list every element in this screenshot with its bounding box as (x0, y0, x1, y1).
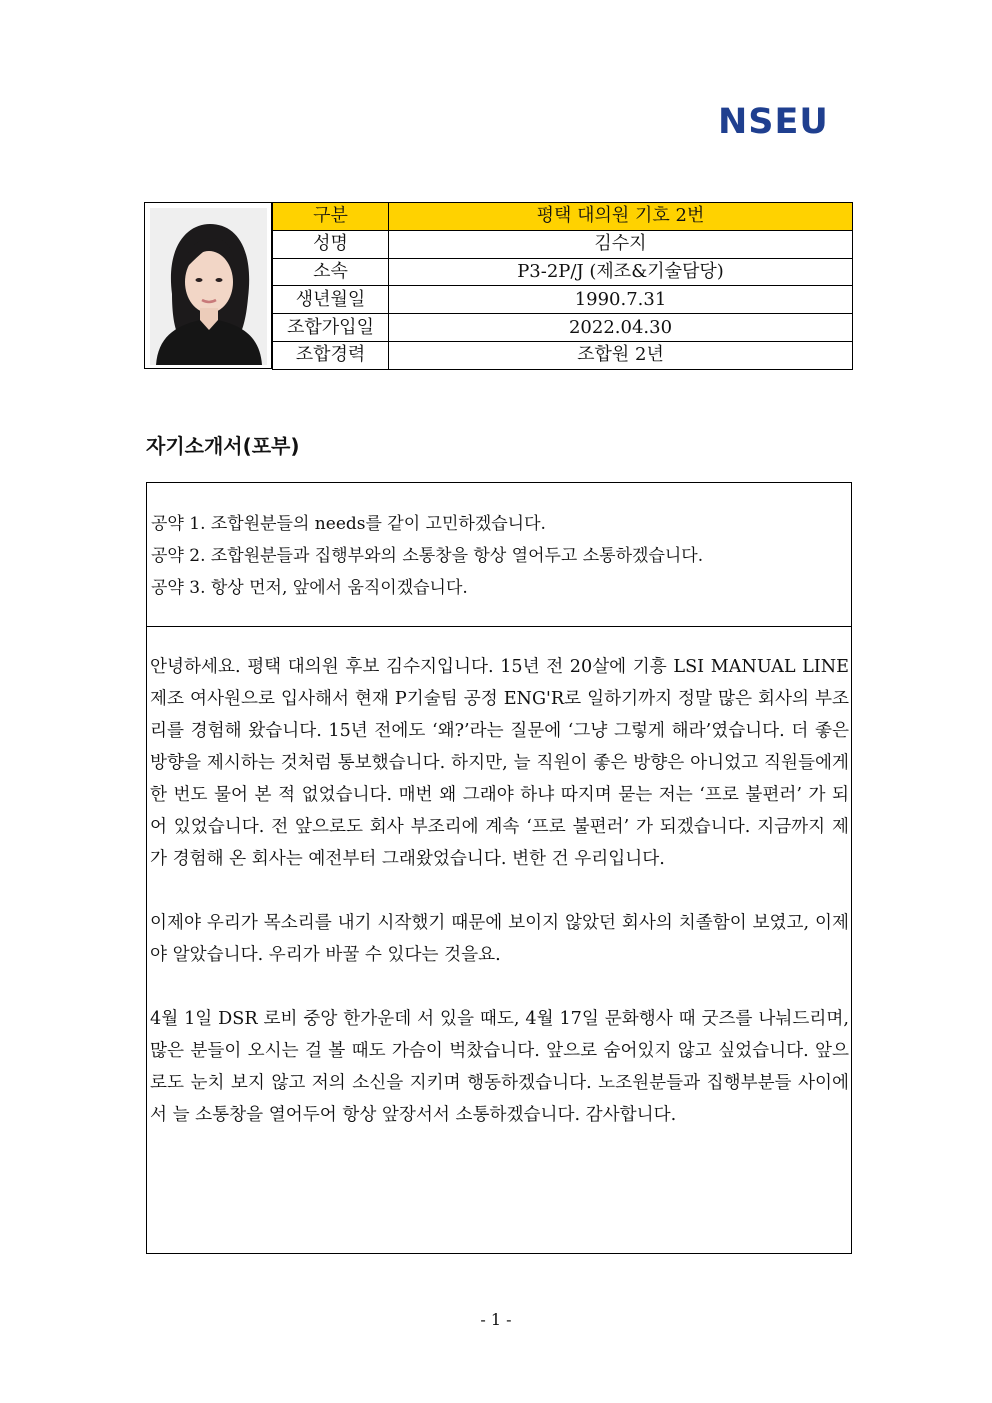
row-value-department: P3-2P/J (제조&기술담당) (389, 258, 853, 286)
row-label-union-career: 조합경력 (273, 341, 389, 369)
essay-body (150, 651, 849, 1131)
photo-frame (144, 202, 272, 369)
table-row (273, 230, 853, 258)
profile-info-table (272, 202, 853, 370)
pledges-box (146, 482, 852, 627)
table-row (273, 314, 853, 342)
essay-box (146, 626, 852, 1254)
table-row (273, 341, 853, 369)
row-value-birthdate: 1990.7.31 (389, 286, 853, 314)
row-label-join-date: 조합가입일 (273, 314, 389, 342)
pledge-3: 공약 3. 항상 먼저, 앞에서 움직이겠습니다. (151, 578, 468, 598)
table-row (273, 286, 853, 314)
row-label-birthdate: 생년월일 (273, 286, 389, 314)
pledge-1: 공약 1. 조합원분들의 needs를 같이 고민하겠습니다. (151, 514, 546, 534)
page-number: - 1 - (480, 1310, 512, 1329)
nseu-logo: NSEU (718, 102, 829, 142)
header-label: 구분 (273, 203, 389, 231)
section-title: 자기소개서(포부) (146, 434, 300, 458)
pledge-2: 공약 2. 조합원분들과 집행부와의 소통창을 항상 열어두고 소통하겠습니다. (151, 546, 704, 566)
essay-paragraph-1: 안녕하세요. 평택 대의원 후보 김수지입니다. 15년 전 20살에 기흥 LSI MANUAL LINE 제조 여사원으로 입사해서 현재 P기술팀 공정 ENG'R로 일하기까지 정말 많은 회사의 부조리를 경험해 왔습니다. 15년 전에도 ‘왜?’라는 질문에 ‘그냥 그렇게 해라’였습니다. 더 좋은 방향을 제시하는 것처럼 통보했습니다. 하지만, 늘 직원이 좋은 방향은 아니었고 직원들에게 한 번도 물어 본 적 없었습니다. 매번 왜 그래야 하냐 따지며 묻는 저는 ‘프로 불편러’ 가 되어 있었습니다. 전 앞으로도 회사 부조리에 계속 ‘프로 불편러’ 가 되겠습니다. 지금까지 제가 경험해 온 회사는 예전부터 그래왔었습니다. 변한 건 우리입니다. (150, 657, 849, 869)
candidate-photo (150, 208, 267, 365)
row-value-join-date: 2022.04.30 (389, 314, 853, 342)
row-label-department: 소속 (273, 258, 389, 286)
row-label-name: 성명 (273, 230, 389, 258)
header-value: 평택 대의원 기호 2번 (389, 203, 853, 231)
essay-paragraph-3: 4월 1일 DSR 로비 중앙 한가운데 서 있을 때도, 4월 17일 문화행사 때 굿즈를 나눠드리며, 많은 분들이 오시는 걸 볼 때도 가슴이 벅찼습니다. 앞으로 숨어있지 않고 싶었습니다. 앞으로도 눈치 보지 않고 저의 소신을 지키며 행동하겠습니다. 노조원분들과 집행부분들 사이에서 늘 소통창을 열어두어 항상 앞장서서 소통하겠습니다. 감사합니다. (150, 1009, 849, 1125)
candidate-profile (144, 202, 853, 369)
portrait-image (150, 208, 267, 365)
table-header-row (273, 203, 853, 231)
table-row (273, 258, 853, 286)
essay-paragraph-2: 이제야 우리가 목소리를 내기 시작했기 때문에 보이지 않았던 회사의 치졸함이 보였고, 이제야 알았습니다. 우리가 바꿀 수 있다는 것을요. (150, 913, 849, 965)
row-value-name: 김수지 (389, 230, 853, 258)
row-value-union-career: 조합원 2년 (389, 341, 853, 369)
